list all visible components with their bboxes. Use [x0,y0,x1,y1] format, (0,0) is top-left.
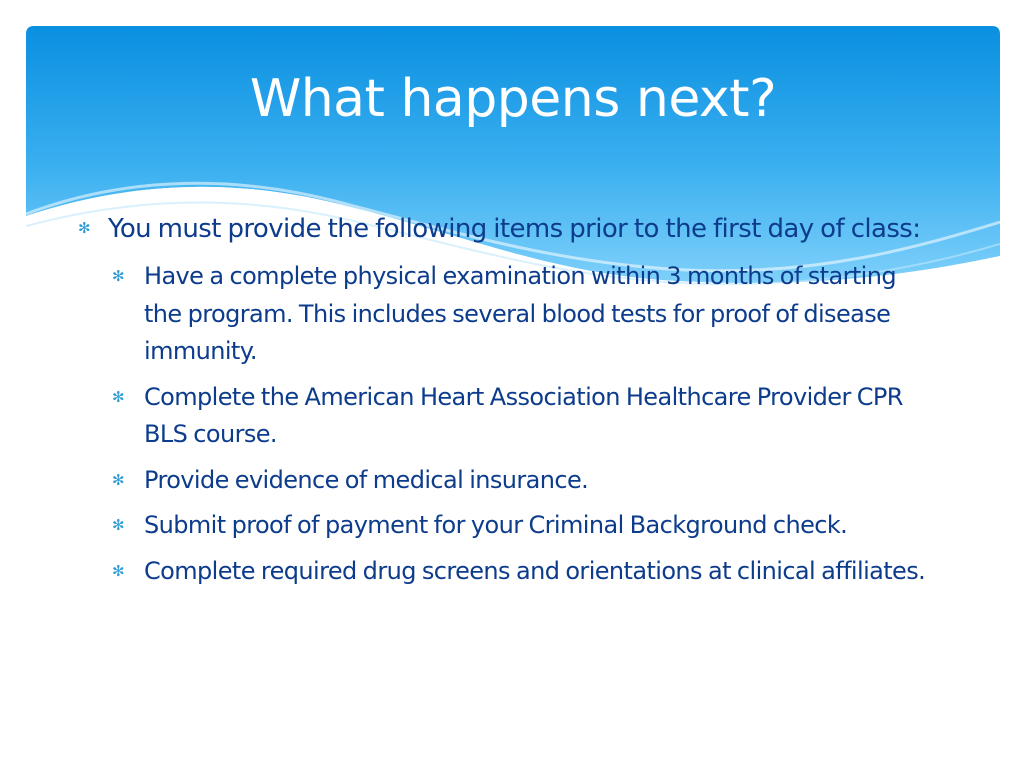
asterisk-bullet-icon: ✻ [112,267,125,285]
asterisk-bullet-icon: ✻ [112,561,125,580]
list-item-text: Complete required drug screens and orientations at clinical affiliates. [144,556,926,585]
list-item [112,462,928,500]
main-bullet [78,210,928,248]
list-item-text: Complete the American Heart Association Healthcare Provider CPR BLS course. [144,382,903,448]
list-item [112,258,928,371]
list-item-text: Have a complete physical examination within 3 months of starting the program. This includes several blood tests for proof of disease immunity. [144,262,896,365]
sub-bullet-list [78,258,928,590]
asterisk-bullet-icon: ✻ [112,470,125,489]
asterisk-bullet-icon: ✻ [112,387,125,406]
list-item [112,507,928,545]
main-bullet-text: You must provide the following items prior to the first day of class: [108,214,921,244]
asterisk-bullet-icon: ✻ [78,219,91,237]
list-item-text: Submit proof of payment for your Criminal Background check. [144,511,848,539]
slide-title: What happens next? [249,69,777,129]
list-item-text: Provide evidence of medical insurance. [144,465,589,494]
list-item [112,553,928,591]
list-item [112,379,928,454]
bullet-list [78,210,928,598]
asterisk-bullet-icon: ✻ [112,516,125,534]
